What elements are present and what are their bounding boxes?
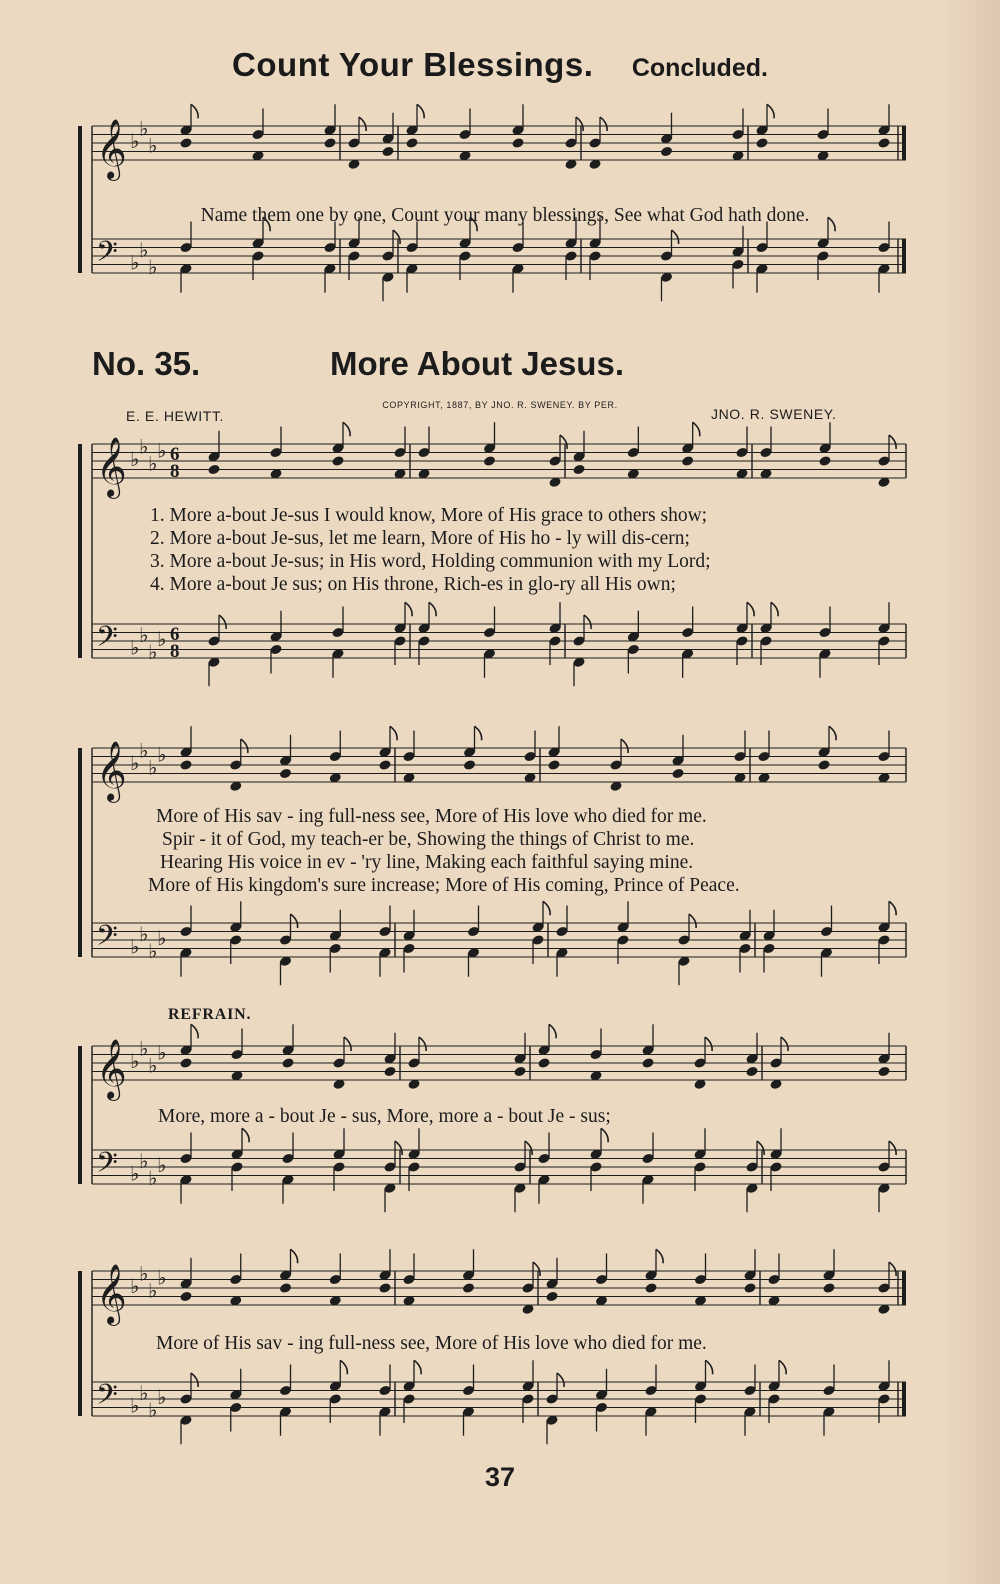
note-flag	[359, 117, 366, 131]
page-number: 37	[484, 1462, 516, 1492]
notehead	[572, 464, 586, 476]
refrain-label: REFRAIN.	[168, 1006, 252, 1023]
flat-sign-icon: ♭	[130, 1274, 140, 1298]
bass-clef-icon: 𝄢	[96, 620, 118, 661]
flat-sign-icon: ♭	[139, 1036, 149, 1061]
refrain-line-1: More, more a - bout Je - sus, More, more a - bout Je - sus;	[158, 1106, 611, 1127]
notehead	[745, 1066, 759, 1078]
note-flag	[771, 602, 778, 616]
refrain-line-2: More of His sav - ing full-ness see, More of His love who died for me.	[156, 1333, 707, 1354]
note-flag	[419, 1037, 426, 1051]
flat-sign-icon: ♭	[139, 1380, 149, 1405]
flat-sign-icon: ♭	[139, 622, 149, 647]
flat-sign-icon: ♭	[139, 434, 149, 459]
notehead	[817, 759, 831, 771]
note-flag	[429, 602, 436, 616]
note-flag	[693, 422, 700, 436]
notehead	[179, 1291, 193, 1303]
verse-4-line-2: More of His kingdom's sure increase; More of His coming, Prince of Peace.	[148, 875, 740, 896]
notehead	[511, 137, 525, 149]
note-flag	[414, 1360, 421, 1374]
flat-sign-icon: ♭	[130, 1393, 140, 1418]
flat-sign-icon: ♭	[139, 1148, 149, 1173]
flat-sign-icon: ♭	[139, 921, 149, 946]
notehead	[323, 137, 337, 149]
note-flag	[889, 1262, 896, 1276]
flat-sign-icon: ♭	[148, 639, 158, 664]
bass-clef-icon: 𝄢	[96, 1378, 118, 1419]
verse-2-line-2: Spir - it of God, my teach-er be, Showing the things of Christ to me.	[162, 829, 695, 850]
notehead	[671, 768, 685, 780]
notehead	[660, 146, 674, 158]
flat-sign-icon: ♭	[148, 254, 158, 279]
note-flag	[705, 1037, 712, 1051]
note-flag	[889, 435, 896, 449]
note-flag	[242, 1128, 249, 1142]
note-flag	[344, 1037, 351, 1051]
notehead	[279, 1282, 293, 1294]
flat-sign-icon: ♭	[148, 1053, 158, 1078]
bass-clef-icon: 𝄢	[96, 919, 118, 960]
note-flag	[706, 1360, 713, 1374]
flat-sign-icon: ♭	[130, 635, 140, 660]
verse-2-line-1: 2. More a-bout Je-sus, let me learn, More of His ho - ly will dis-cern;	[150, 528, 690, 549]
time-signature-bottom: 8	[170, 461, 180, 482]
flat-sign-icon: ♭	[148, 1165, 158, 1190]
previous-hymn-lyric: Name them one by one, Count your many blessings, See what God hath done.	[200, 205, 810, 226]
note-flag	[343, 422, 350, 436]
lyricist-credit: E. E. HEWITT.	[126, 408, 225, 424]
hymn-number: No. 35.	[92, 345, 201, 382]
notehead	[179, 137, 193, 149]
note-flag	[219, 615, 226, 629]
flat-sign-icon: ♭	[157, 1265, 167, 1290]
notehead	[279, 768, 293, 780]
note-flag	[560, 435, 567, 449]
hymn-title: More About Jesus.	[330, 345, 624, 382]
note-flag	[241, 739, 248, 753]
time-signature-top: 6	[170, 444, 180, 465]
notehead	[381, 146, 395, 158]
notehead	[513, 1066, 527, 1078]
flat-sign-icon: ♭	[157, 1040, 167, 1065]
note-flag	[584, 615, 591, 629]
flat-sign-icon: ♭	[157, 1385, 167, 1409]
note-flag	[525, 1141, 532, 1155]
notehead	[877, 137, 891, 149]
flat-sign-icon: ♭	[130, 1161, 140, 1186]
treble-clef-icon: 𝄞	[96, 1039, 127, 1099]
note-flag	[601, 1128, 608, 1142]
treble-clef-icon: 𝄞	[96, 741, 127, 801]
composer-credit: JNO. R. SWENEY.	[711, 406, 837, 422]
note-flag	[533, 1262, 540, 1276]
note-flag	[291, 1249, 298, 1263]
note-flag	[291, 914, 298, 928]
notehead	[179, 1057, 193, 1069]
flat-sign-icon: ♭	[157, 742, 167, 767]
note-flag	[889, 1141, 896, 1155]
notehead	[463, 759, 477, 771]
notehead	[877, 1066, 891, 1078]
note-flag	[191, 1373, 198, 1387]
flat-sign-icon: ♭	[130, 934, 140, 959]
note-flag	[191, 104, 198, 118]
note-flag	[757, 1141, 764, 1155]
flat-sign-icon: ♭	[148, 451, 158, 476]
flat-sign-icon: ♭	[130, 250, 140, 275]
flat-sign-icon: ♭	[157, 926, 167, 950]
note-flag	[672, 230, 679, 244]
notehead	[405, 137, 419, 149]
flat-sign-icon: ♭	[157, 438, 167, 463]
note-flag	[779, 1360, 786, 1374]
notehead	[755, 137, 769, 149]
time-signature-top: 6	[170, 624, 180, 645]
flat-sign-icon: ♭	[139, 116, 149, 141]
note-flag	[475, 726, 482, 740]
notehead	[822, 1282, 836, 1294]
note-flag	[340, 1360, 347, 1374]
copyright-notice: COPYRIGHT, 1887, BY JNO. R. SWENEY. BY PER.	[382, 400, 618, 410]
treble-clef-icon: 𝄞	[96, 437, 127, 497]
flat-sign-icon: ♭	[148, 755, 158, 780]
note-flag	[417, 104, 424, 118]
notehead	[179, 759, 193, 771]
verse-1-line-1: 1. More a-bout Je-sus I would know, More of His grace to others show;	[150, 505, 708, 526]
notehead	[818, 455, 832, 467]
note-flag	[557, 1373, 564, 1387]
notehead	[281, 1057, 295, 1069]
note-flag	[767, 104, 774, 118]
flat-sign-icon: ♭	[130, 751, 140, 775]
flat-sign-icon: ♭	[157, 1153, 167, 1177]
notehead	[743, 1282, 757, 1294]
flat-sign-icon: ♭	[139, 738, 149, 763]
note-flag	[549, 1024, 556, 1038]
notehead	[378, 759, 392, 771]
flat-sign-icon: ♭	[139, 1261, 149, 1286]
verse-3-line-2: Hearing His voice in ev - 'ry line, Making each faithful saying mine.	[160, 852, 694, 873]
previous-hymn-heading	[0, 46, 1000, 84]
time-signature-bottom: 8	[170, 641, 180, 662]
previous-hymn-title: Count Your Blessings.	[232, 46, 594, 83]
flat-sign-icon: ♭	[148, 938, 158, 963]
note-flag	[600, 117, 607, 131]
flat-sign-icon: ♭	[148, 1278, 158, 1303]
notehead	[378, 1282, 392, 1294]
flat-sign-icon: ♭	[148, 1397, 158, 1422]
notehead	[331, 455, 345, 467]
flat-sign-icon: ♭	[130, 129, 140, 153]
flat-sign-icon: ♭	[130, 1049, 140, 1073]
note-flag	[829, 726, 836, 740]
notehead	[681, 455, 695, 467]
verse-3-line-1: 3. More a-bout Je-sus; in His word, Holding communion with my Lord;	[150, 551, 711, 572]
flat-sign-icon: ♭	[148, 133, 158, 158]
notehead	[383, 1066, 397, 1078]
note-flag	[543, 901, 550, 915]
notehead	[641, 1057, 655, 1069]
note-flag	[621, 739, 628, 753]
notehead	[462, 1282, 476, 1294]
note-flag	[191, 1024, 198, 1038]
note-flag	[393, 230, 400, 244]
note-flag	[405, 602, 412, 616]
note-flag	[656, 1249, 663, 1263]
notehead	[483, 455, 497, 467]
note-flag	[781, 1037, 788, 1051]
treble-clef-icon: 𝄞	[96, 119, 127, 179]
treble-clef-icon: 𝄞	[96, 1264, 127, 1324]
verse-4-line-1: 4. More a-bout Je sus; on His throne, Rich-es in glo-ry all His own;	[150, 574, 676, 595]
notehead	[644, 1282, 658, 1294]
verse-1-line-2: More of His sav - ing full-ness see, More of His love who died for me.	[156, 806, 707, 827]
flat-sign-icon: ♭	[130, 447, 140, 471]
note-flag	[689, 914, 696, 928]
note-flag	[747, 602, 754, 616]
previous-hymn-subtitle: Concluded.	[631, 54, 768, 82]
bass-clef-icon: 𝄢	[96, 1146, 118, 1187]
flat-sign-icon: ♭	[157, 627, 167, 651]
bass-clef-icon: 𝄢	[96, 235, 118, 276]
notehead	[545, 1291, 559, 1303]
notehead	[207, 464, 221, 476]
flat-sign-icon: ♭	[139, 237, 149, 262]
notehead	[537, 1057, 551, 1069]
note-flag	[576, 117, 583, 131]
note-flag	[390, 726, 397, 740]
note-flag	[395, 1141, 402, 1155]
notehead	[547, 759, 561, 771]
note-flag	[889, 901, 896, 915]
